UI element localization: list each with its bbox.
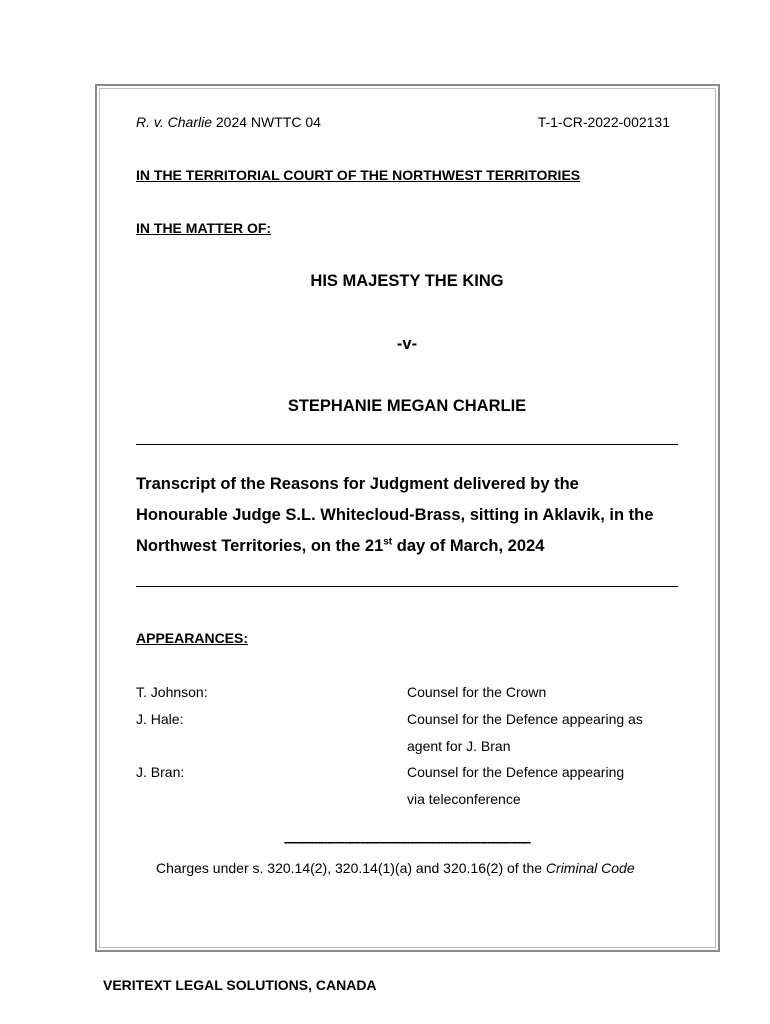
transcript-line-3 (136, 537, 544, 556)
appearances-heading: APPEARANCES: (136, 630, 249, 646)
citation-neutral: 2024 NWTTC 04 (215, 114, 321, 130)
transcript-line-1: Transcript of the Reasons for Judgment delivered by the (136, 475, 579, 493)
appearance-name-3: J. Bran: (136, 764, 185, 780)
citation-style-of-cause: R. v. Charlie (136, 114, 212, 130)
appearance-role-3: Counsel for the Defence appearing (407, 764, 625, 780)
divider-bottom (136, 586, 678, 587)
court-name: IN THE TERRITORIAL COURT OF THE NORTHWEST TERRITORIES (136, 167, 581, 183)
charges-text: Charges under s. 320.14(2), 320.14(1)(a) and 320.16(2) of the (156, 860, 546, 876)
appearance-name-1: T. Johnson: (136, 684, 208, 700)
appearance-role-2: Counsel for the Defence appearing as (407, 711, 643, 727)
versus-label: -v- (396, 335, 418, 353)
accused-party: STEPHANIE MEGAN CHARLIE (287, 397, 527, 415)
crown-party: HIS MAJESTY THE KING (310, 272, 504, 290)
transcript-line-3-end: day of March, 2024 (392, 537, 545, 555)
appearance-role-1: Counsel for the Crown (407, 684, 547, 700)
footer-publisher: VERITEXT LEGAL SOLUTIONS, CANADA (103, 977, 377, 993)
charges-statute: Criminal Code (545, 860, 635, 876)
transcript-line-2: Honourable Judge S.L. Whitecloud-Brass, sitting in Aklavik, in the (136, 506, 654, 524)
appearance-role-2-cont: agent for J. Bran (407, 738, 511, 754)
transcript-line-3-start: Northwest Territories, on the 21 (136, 537, 384, 555)
case-citation (136, 114, 321, 130)
date-ordinal-suffix: st (383, 536, 393, 548)
file-number: T-1-CR-2022-002131 (537, 114, 670, 130)
charges-line (156, 860, 635, 876)
dashed-separator: -------------------------------------------------------------------------- (283, 834, 531, 849)
divider-top (136, 444, 678, 445)
appearance-role-3-cont: via teleconference (407, 791, 521, 807)
appearance-name-2: J. Hale: (136, 711, 184, 727)
matter-heading: IN THE MATTER OF: (136, 220, 272, 236)
